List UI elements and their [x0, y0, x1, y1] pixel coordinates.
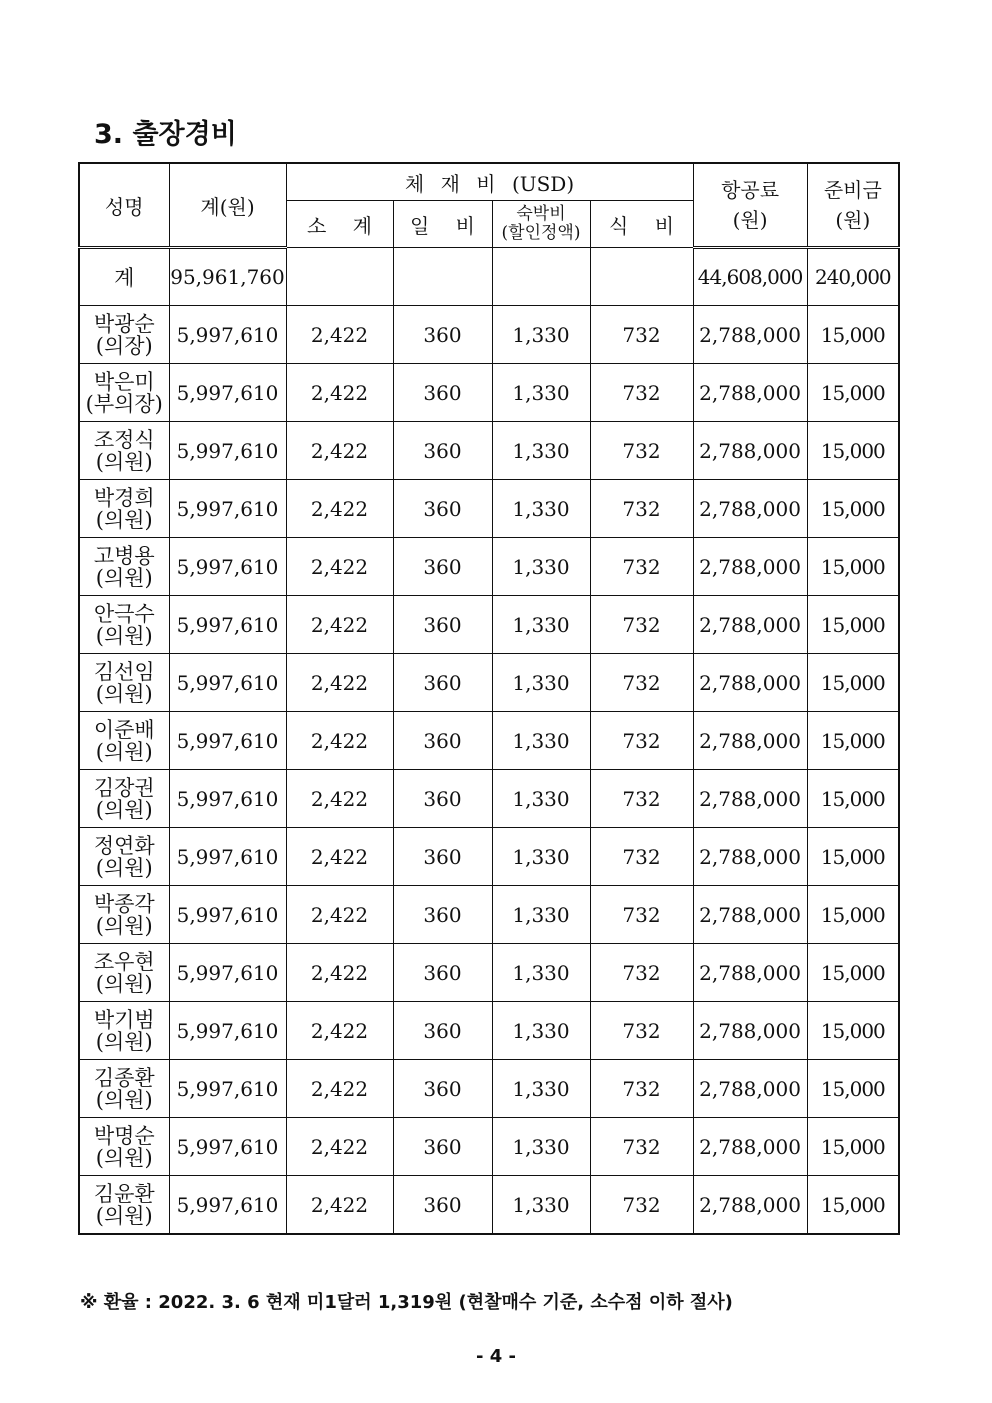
member-name: 이준배 [93, 717, 155, 742]
daily-cell: 360 [393, 886, 492, 944]
subtotal-cell: 2,422 [286, 886, 393, 944]
header-name: 성명 [79, 163, 169, 248]
reserve-cell: 15,000 [807, 596, 899, 654]
member-role: (의원) [95, 681, 153, 706]
member-name-cell [79, 538, 169, 596]
daily-cell: 360 [393, 596, 492, 654]
reserve-cell: 15,000 [807, 1060, 899, 1118]
reserve-cell: 15,000 [807, 538, 899, 596]
reserve-cell: 15,000 [807, 364, 899, 422]
lodging-cell: 1,330 [492, 1176, 590, 1235]
meal-cell: 732 [590, 654, 693, 712]
member-name-cell [79, 596, 169, 654]
meal-cell: 732 [590, 1002, 693, 1060]
total-cell: 5,997,610 [169, 1118, 286, 1176]
member-name-cell [79, 770, 169, 828]
member-role: (의장) [95, 333, 153, 358]
member-name-cell [79, 1118, 169, 1176]
header-reserve: 준비금 (원) [807, 163, 899, 248]
airfare-cell: 2,788,000 [693, 1002, 807, 1060]
airfare-cell: 2,788,000 [693, 886, 807, 944]
total-cell: 5,997,610 [169, 538, 286, 596]
total-cell: 5,997,610 [169, 886, 286, 944]
subtotal-cell: 2,422 [286, 1176, 393, 1235]
reserve-cell: 15,000 [807, 422, 899, 480]
reserve-cell: 15,000 [807, 712, 899, 770]
member-name: 정연화 [93, 833, 155, 858]
table-row [79, 422, 899, 480]
member-role: (의원) [95, 855, 153, 880]
daily-cell: 360 [393, 1176, 492, 1235]
member-name: 김선임 [93, 659, 155, 684]
total-airfare: 44,608,000 [693, 248, 807, 306]
lodging-cell: 1,330 [492, 422, 590, 480]
table-row [79, 1118, 899, 1176]
table-row [79, 712, 899, 770]
lodging-cell: 1,330 [492, 654, 590, 712]
header-subtotal: 소 계 [286, 201, 393, 248]
member-name: 조정식 [93, 427, 155, 452]
airfare-cell: 2,788,000 [693, 654, 807, 712]
reserve-cell: 15,000 [807, 944, 899, 1002]
meal-cell: 732 [590, 596, 693, 654]
member-name: 박광순 [93, 311, 155, 336]
airfare-cell: 2,788,000 [693, 1176, 807, 1235]
reserve-cell: 15,000 [807, 306, 899, 364]
exchange-rate-note: ※ 환율 : 2022. 3. 6 현재 미1달러 1,319원 (현찰매수 기준, 소수점 이하 절사) [80, 1292, 733, 1313]
total-cell: 5,997,610 [169, 480, 286, 538]
subtotal-cell: 2,422 [286, 770, 393, 828]
meal-cell: 732 [590, 306, 693, 364]
meal-cell: 732 [590, 1060, 693, 1118]
header-lodging: 숙박비 (할인정액) [492, 201, 590, 248]
subtotal-cell: 2,422 [286, 654, 393, 712]
table-row [79, 480, 899, 538]
total-meal [590, 248, 693, 306]
daily-cell: 360 [393, 364, 492, 422]
total-cell: 5,997,610 [169, 1002, 286, 1060]
daily-cell: 360 [393, 828, 492, 886]
subtotal-cell: 2,422 [286, 944, 393, 1002]
total-reserve: 240,000 [807, 248, 899, 306]
total-cell: 5,997,610 [169, 944, 286, 1002]
total-label: 계 [79, 248, 169, 306]
table-row [79, 886, 899, 944]
airfare-cell: 2,788,000 [693, 712, 807, 770]
member-role: (의원) [95, 913, 153, 938]
meal-cell: 732 [590, 480, 693, 538]
meal-cell: 732 [590, 1176, 693, 1235]
meal-cell: 732 [590, 770, 693, 828]
reserve-cell: 15,000 [807, 770, 899, 828]
subtotal-cell: 2,422 [286, 1060, 393, 1118]
subtotal-cell: 2,422 [286, 422, 393, 480]
total-subtotal [286, 248, 393, 306]
header-meal: 식 비 [590, 201, 693, 248]
meal-cell: 732 [590, 538, 693, 596]
meal-cell: 732 [590, 364, 693, 422]
meal-cell: 732 [590, 944, 693, 1002]
member-name: 김장권 [93, 775, 155, 800]
header-stay-group: 체 재 비 (USD) [286, 163, 693, 201]
member-name: 김종환 [93, 1065, 155, 1090]
header-airfare: 항공료 (원) [693, 163, 807, 248]
member-name-cell [79, 1002, 169, 1060]
lodging-cell: 1,330 [492, 886, 590, 944]
total-cell: 5,997,610 [169, 1176, 286, 1235]
airfare-cell: 2,788,000 [693, 944, 807, 1002]
meal-cell: 732 [590, 422, 693, 480]
total-cell: 5,997,610 [169, 770, 286, 828]
lodging-cell: 1,330 [492, 1002, 590, 1060]
airfare-cell: 2,788,000 [693, 1118, 807, 1176]
daily-cell: 360 [393, 712, 492, 770]
daily-cell: 360 [393, 1118, 492, 1176]
total-daily [393, 248, 492, 306]
subtotal-cell: 2,422 [286, 596, 393, 654]
member-role: (의원) [95, 449, 153, 474]
member-role: (부의장) [85, 391, 163, 416]
member-name-cell [79, 944, 169, 1002]
subtotal-cell: 2,422 [286, 364, 393, 422]
subtotal-cell: 2,422 [286, 538, 393, 596]
total-cell: 5,997,610 [169, 422, 286, 480]
member-name: 안극수 [93, 601, 155, 626]
member-name: 김윤환 [93, 1181, 155, 1206]
total-cell: 5,997,610 [169, 654, 286, 712]
daily-cell: 360 [393, 480, 492, 538]
total-sum: 95,961,760 [169, 248, 286, 306]
airfare-cell: 2,788,000 [693, 480, 807, 538]
lodging-cell: 1,330 [492, 480, 590, 538]
lodging-cell: 1,330 [492, 712, 590, 770]
member-name-cell [79, 828, 169, 886]
reserve-cell: 15,000 [807, 1176, 899, 1235]
table-row [79, 596, 899, 654]
meal-cell: 732 [590, 828, 693, 886]
daily-cell: 360 [393, 422, 492, 480]
member-role: (의원) [95, 1145, 153, 1170]
reserve-cell: 15,000 [807, 828, 899, 886]
member-name-cell [79, 712, 169, 770]
page-number: - 4 - [476, 1346, 516, 1367]
lodging-cell: 1,330 [492, 596, 590, 654]
daily-cell: 360 [393, 1002, 492, 1060]
lodging-cell: 1,330 [492, 306, 590, 364]
member-name-cell [79, 886, 169, 944]
member-name-cell [79, 422, 169, 480]
airfare-cell: 2,788,000 [693, 422, 807, 480]
member-role: (의원) [95, 971, 153, 996]
table-row [79, 538, 899, 596]
member-name: 박기범 [93, 1007, 155, 1032]
meal-cell: 732 [590, 712, 693, 770]
member-name-cell [79, 364, 169, 422]
member-name: 박경희 [93, 485, 155, 510]
member-role: (의원) [95, 565, 153, 590]
total-cell: 5,997,610 [169, 596, 286, 654]
table-row [79, 770, 899, 828]
total-cell: 5,997,610 [169, 364, 286, 422]
member-role: (의원) [95, 1029, 153, 1054]
table-row [79, 1060, 899, 1118]
member-name: 박명순 [93, 1123, 155, 1148]
lodging-cell: 1,330 [492, 770, 590, 828]
meal-cell: 732 [590, 886, 693, 944]
table-body [79, 248, 899, 1235]
lodging-cell: 1,330 [492, 828, 590, 886]
table-row [79, 1176, 899, 1235]
lodging-cell: 1,330 [492, 538, 590, 596]
lodging-cell: 1,330 [492, 364, 590, 422]
member-role: (의원) [95, 1087, 153, 1112]
table-row [79, 364, 899, 422]
meal-cell: 732 [590, 1118, 693, 1176]
total-cell: 5,997,610 [169, 306, 286, 364]
airfare-cell: 2,788,000 [693, 596, 807, 654]
reserve-cell: 15,000 [807, 654, 899, 712]
airfare-cell: 2,788,000 [693, 828, 807, 886]
airfare-cell: 2,788,000 [693, 538, 807, 596]
subtotal-cell: 2,422 [286, 1002, 393, 1060]
member-role: (의원) [95, 507, 153, 532]
table-row [79, 1002, 899, 1060]
member-role: (의원) [95, 739, 153, 764]
airfare-cell: 2,788,000 [693, 364, 807, 422]
member-role: (의원) [95, 623, 153, 648]
daily-cell: 360 [393, 770, 492, 828]
table-row [79, 654, 899, 712]
daily-cell: 360 [393, 654, 492, 712]
subtotal-cell: 2,422 [286, 1118, 393, 1176]
member-name-cell [79, 480, 169, 538]
member-name: 박은미 [93, 369, 155, 394]
subtotal-cell: 2,422 [286, 480, 393, 538]
lodging-cell: 1,330 [492, 1118, 590, 1176]
member-name: 박종각 [93, 891, 155, 916]
member-name-cell [79, 1060, 169, 1118]
airfare-cell: 2,788,000 [693, 1060, 807, 1118]
table-row [79, 944, 899, 1002]
lodging-cell: 1,330 [492, 1060, 590, 1118]
total-lodging [492, 248, 590, 306]
daily-cell: 360 [393, 538, 492, 596]
header-daily: 일 비 [393, 201, 492, 248]
section-title: 3. 출장경비 [94, 119, 237, 150]
member-name: 고병용 [93, 543, 155, 568]
member-role: (의원) [95, 1203, 153, 1228]
daily-cell: 360 [393, 306, 492, 364]
daily-cell: 360 [393, 1060, 492, 1118]
daily-cell: 360 [393, 944, 492, 1002]
table-row [79, 828, 899, 886]
member-role: (의원) [95, 797, 153, 822]
total-cell: 5,997,610 [169, 1060, 286, 1118]
member-name-cell [79, 654, 169, 712]
member-name-cell [79, 1176, 169, 1235]
lodging-cell: 1,330 [492, 944, 590, 1002]
airfare-cell: 2,788,000 [693, 306, 807, 364]
subtotal-cell: 2,422 [286, 306, 393, 364]
reserve-cell: 15,000 [807, 886, 899, 944]
member-name: 조우현 [93, 949, 155, 974]
table-row [79, 306, 899, 364]
travel-expense-table [78, 162, 900, 1235]
header-total: 계(원) [169, 163, 286, 248]
member-name-cell [79, 306, 169, 364]
subtotal-cell: 2,422 [286, 828, 393, 886]
reserve-cell: 15,000 [807, 480, 899, 538]
total-cell: 5,997,610 [169, 712, 286, 770]
total-cell: 5,997,610 [169, 828, 286, 886]
airfare-cell: 2,788,000 [693, 770, 807, 828]
total-row [79, 248, 899, 306]
reserve-cell: 15,000 [807, 1002, 899, 1060]
reserve-cell: 15,000 [807, 1118, 899, 1176]
subtotal-cell: 2,422 [286, 712, 393, 770]
